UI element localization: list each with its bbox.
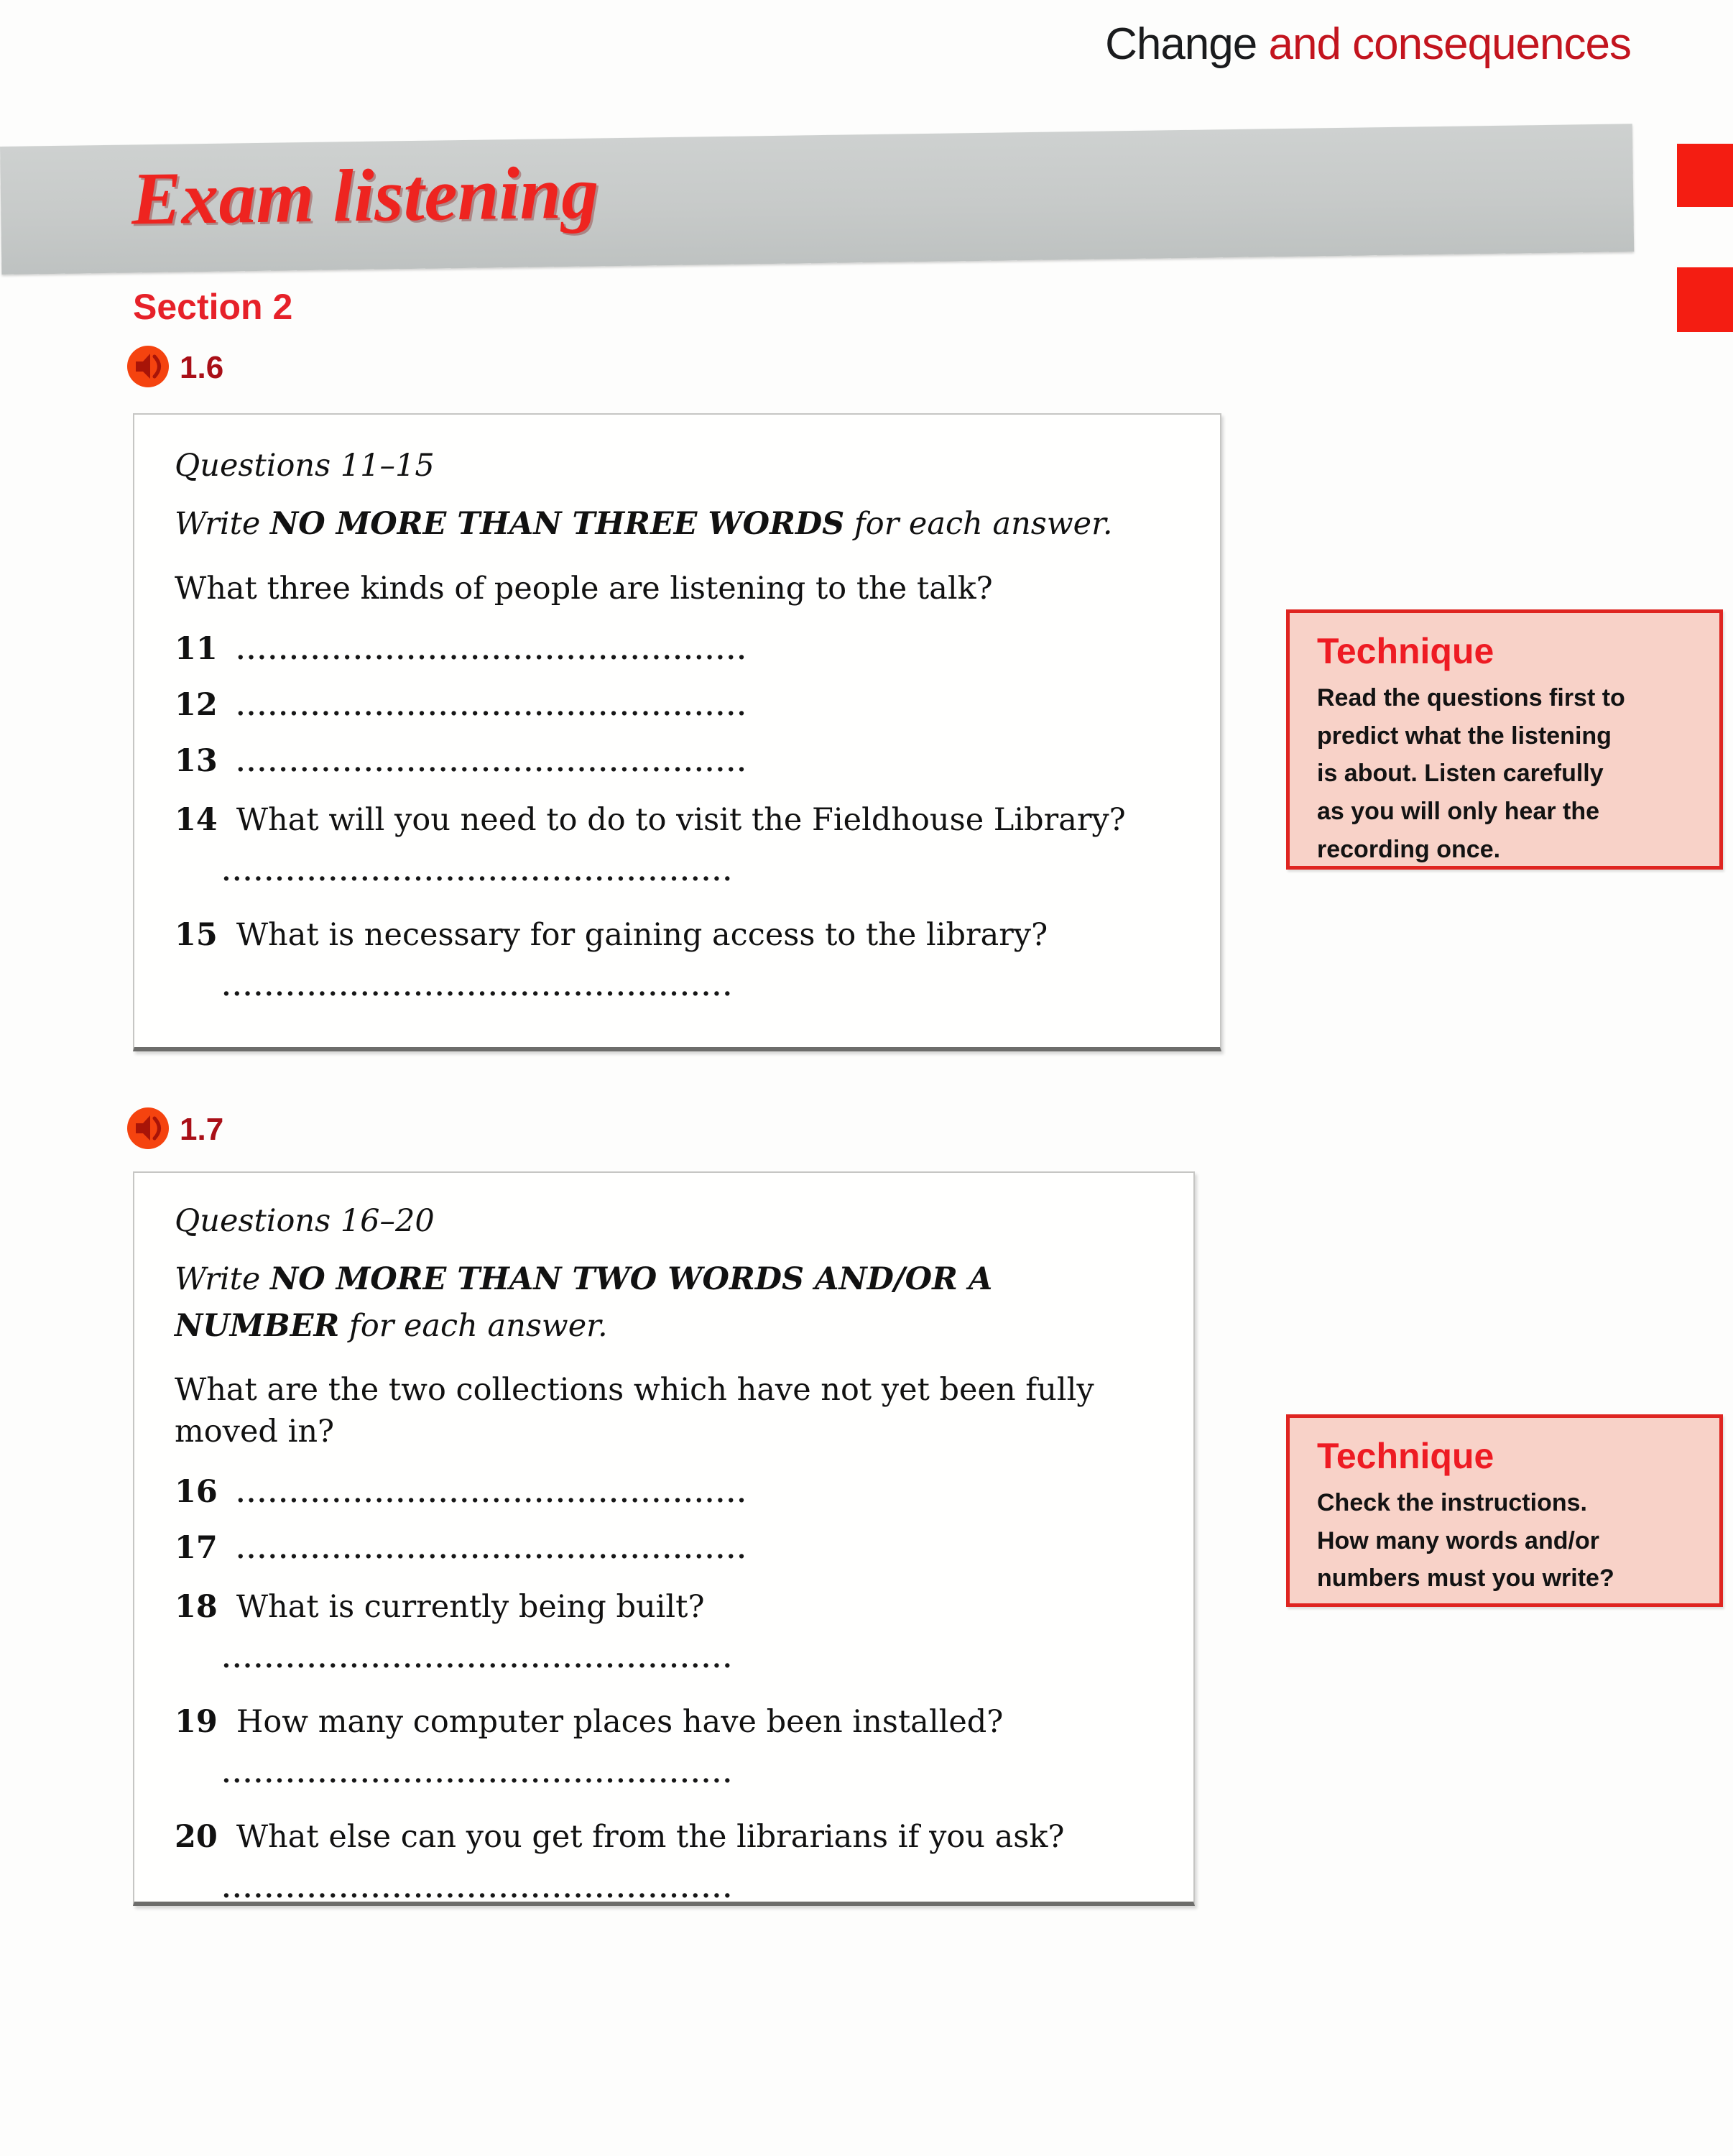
question-number: 12 [175,686,218,723]
answer-row-14 [222,858,1180,894]
question-row-15 [175,914,1180,956]
answer-blank: ................................................ [222,1875,734,1904]
answer-row-12 [175,687,1180,723]
technique-tip-box-1 [1286,609,1723,870]
question-range: Questions 11–15 [175,448,435,484]
answer-blank: ................................................ [236,692,749,722]
question-text: What will you need to do to visit the Fieldhouse Library? [236,801,1126,838]
answer-blank: ................................................ [222,972,734,1002]
chapter-title-red: and consequences [1257,19,1631,69]
technique-text-line: Check the instructions. [1317,1489,1587,1516]
question-number: 20 [175,1819,218,1856]
question-number: 14 [175,801,218,838]
instruction-pre: Write [175,1261,270,1297]
page-edge-marker-bottom [1677,267,1733,332]
audio-track-number: 1.6 [180,350,224,385]
instruction-post: for each answer. [339,1307,608,1344]
question-range: Questions 16–20 [175,1203,435,1239]
chapter-title-black: Change [1105,19,1257,69]
question-text: What else can you get from the librarians if you ask? [236,1819,1065,1856]
question-text: What is necessary for gaining access to the library? [236,916,1048,953]
technique-title: Technique [1317,1436,1494,1476]
banner-title: Exam listening [131,151,599,241]
section-banner [0,124,1634,275]
question-number: 15 [175,916,218,953]
instruction-limit: NO MORE THAN THREE WORDS [269,506,845,542]
answer-row-15 [222,973,1180,1009]
question-number: 19 [175,1704,218,1741]
technique-text-line: Read the questions first to [1317,684,1625,711]
question-row-19 [175,1701,1154,1743]
question-number: 18 [175,1589,218,1626]
instruction-line [175,1256,1154,1349]
technique-tip-box-2 [1286,1414,1723,1607]
group-prompt: What are the two collections which have not yet been fully moved in? [175,1372,1094,1450]
question-number: 13 [175,742,218,779]
instruction-pre: Write [175,506,270,542]
technique-text-line: numbers must you write? [1317,1565,1614,1593]
technique-text-line: predict what the listening [1317,722,1612,750]
question-text: How many computer places have been installed? [236,1704,1004,1741]
answer-row-18 [222,1645,1154,1681]
answer-row-11 [175,631,1180,667]
question-row-18 [175,1586,1154,1628]
answer-blank: ................................................ [236,748,749,778]
question-row-20 [175,1816,1154,1858]
technique-text-line: recording once. [1317,835,1501,863]
audio-track-marker-1 [126,345,223,391]
audio-track-number: 1.7 [180,1112,224,1147]
audio-cd-icon [126,1107,170,1153]
answer-row-17 [175,1530,1154,1566]
audio-track-marker-2 [126,1107,223,1153]
technique-text-line: as you will only hear the [1317,798,1599,826]
answer-blank: ................................................ [222,1760,734,1789]
answer-blank: ................................................ [236,1536,749,1565]
question-text: What is currently being built? [236,1589,705,1626]
question-box-11-15 [133,413,1221,1051]
answer-row-16 [175,1474,1154,1510]
question-number: 17 [175,1530,218,1567]
answer-row-13 [175,743,1180,779]
question-number: 11 [175,630,218,667]
technique-text-line: How many words and/or [1317,1526,1599,1554]
instruction-limit: NO MORE THAN TWO WORDS AND/OR A NUMBER [175,1261,993,1344]
answer-blank: ................................................ [222,857,734,887]
page-edge-marker-top [1677,144,1733,207]
question-box-16-20 [133,1171,1195,1906]
technique-text-line: is about. Listen carefully [1317,760,1604,788]
audio-cd-icon [126,345,170,391]
question-row-14 [175,799,1180,841]
answer-row-20 [222,1875,1154,1911]
answer-blank: ................................................ [222,1645,734,1674]
section-label: Section 2 [133,287,293,327]
question-number: 16 [175,1474,218,1511]
technique-title: Technique [1317,631,1494,671]
instruction-line [175,501,1180,548]
chapter-title [1105,19,1631,70]
group-prompt: What three kinds of people are listening to the talk? [175,570,993,607]
answer-blank: ................................................ [236,1480,749,1509]
answer-row-19 [222,1760,1154,1796]
instruction-post: for each answer. [844,506,1113,542]
answer-blank: ................................................ [236,636,749,665]
